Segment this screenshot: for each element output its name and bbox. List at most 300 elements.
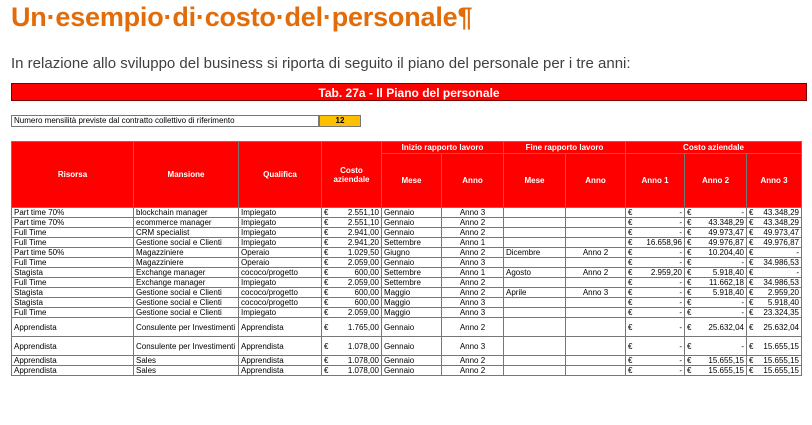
- cell-inizio-anno[interactable]: Anno 2: [442, 278, 504, 288]
- amount: 5.918,40: [712, 268, 744, 277]
- cell-qualifica[interactable]: cococo/progetto: [239, 268, 322, 278]
- amount: 2.959,20: [767, 288, 799, 297]
- cell-inizio-mese[interactable]: Gennaio: [382, 228, 442, 238]
- months-label: Numero mensilità previste dal contratto collettivo di riferimento: [11, 115, 319, 127]
- cell-inizio-mese[interactable]: Gennaio: [382, 208, 442, 218]
- cell-inizio-mese[interactable]: Settembre: [382, 278, 442, 288]
- cell-anno-1[interactable]: [626, 337, 685, 356]
- cell-fine-anno[interactable]: [566, 208, 626, 218]
- amount: 34.986,53: [763, 258, 799, 267]
- table-row: [12, 278, 802, 288]
- cell-inizio-anno[interactable]: Anno 2: [442, 228, 504, 238]
- cell-fine-anno[interactable]: [566, 366, 626, 376]
- amount: -: [679, 298, 682, 307]
- cell-inizio-anno[interactable]: Anno 2: [442, 356, 504, 366]
- cell-qualifica[interactable]: Apprendista: [239, 337, 322, 356]
- amount: 2.551,10: [347, 208, 379, 217]
- cell-anno-1[interactable]: [626, 208, 685, 218]
- amount: 1.029,50: [347, 248, 379, 257]
- amount: 15.655,15: [763, 341, 799, 351]
- cell-inizio-mese[interactable]: Gennaio: [382, 337, 442, 356]
- amount: -: [741, 208, 744, 217]
- amount: 1.078,00: [347, 366, 379, 375]
- cell-anno-1[interactable]: [626, 278, 685, 288]
- cell-mansione[interactable]: Gestione social e Clienti: [134, 308, 239, 318]
- cell-costo-aziendale[interactable]: [322, 356, 382, 366]
- cell-costo-aziendale[interactable]: [322, 278, 382, 288]
- currency-symbol: €: [628, 278, 633, 287]
- cell-anno-2[interactable]: [685, 218, 747, 228]
- cell-anno-1[interactable]: [626, 366, 685, 376]
- cell-inizio-anno[interactable]: Anno 3: [442, 337, 504, 356]
- cell-qualifica[interactable]: Apprendista: [239, 318, 322, 337]
- cell-risorsa[interactable]: Full Time: [12, 278, 134, 288]
- cell-mansione[interactable]: Sales: [134, 356, 239, 366]
- cell-costo-aziendale[interactable]: [322, 258, 382, 268]
- amount: 23.324,35: [763, 308, 799, 317]
- cell-risorsa[interactable]: Full Time: [12, 238, 134, 248]
- amount: 1.078,00: [347, 341, 379, 351]
- table-title: Tab. 27a - Il Piano del personale: [11, 83, 807, 101]
- cell-risorsa[interactable]: Stagista: [12, 288, 134, 298]
- cell-costo-aziendale[interactable]: [322, 268, 382, 278]
- cell-inizio-anno[interactable]: Anno 2: [442, 248, 504, 258]
- cell-mansione[interactable]: Exchange manager: [134, 268, 239, 278]
- header-anno-1: Anno 1: [626, 154, 685, 208]
- amount: 2.551,10: [347, 218, 379, 227]
- cell-fine-anno[interactable]: [566, 228, 626, 238]
- cell-qualifica[interactable]: Impiegato: [239, 208, 322, 218]
- amount: 2.059,00: [347, 308, 379, 317]
- cell-costo-aziendale[interactable]: [322, 228, 382, 238]
- cell-fine-mese[interactable]: [504, 318, 566, 337]
- cell-qualifica[interactable]: Operaio: [239, 248, 322, 258]
- table-row: [12, 298, 802, 308]
- amount: 2.059,00: [347, 278, 379, 287]
- cell-anno-1[interactable]: [626, 268, 685, 278]
- cell-risorsa[interactable]: Full Time: [12, 308, 134, 318]
- cell-anno-3[interactable]: [747, 258, 802, 268]
- cell-inizio-mese[interactable]: Maggio: [382, 288, 442, 298]
- cell-fine-mese[interactable]: [504, 278, 566, 288]
- cell-inizio-anno[interactable]: Anno 1: [442, 238, 504, 248]
- cell-mansione[interactable]: Magazziniere: [134, 248, 239, 258]
- cell-mansione[interactable]: blockchain manager: [134, 208, 239, 218]
- currency-symbol: €: [628, 341, 633, 351]
- table-body: [12, 208, 802, 376]
- cell-costo-aziendale[interactable]: [322, 318, 382, 337]
- cell-fine-anno[interactable]: [566, 218, 626, 228]
- currency-symbol: €: [628, 228, 633, 237]
- cell-fine-anno[interactable]: [566, 258, 626, 268]
- cell-anno-2[interactable]: [685, 268, 747, 278]
- cell-inizio-anno[interactable]: Anno 2: [442, 318, 504, 337]
- currency-symbol: €: [749, 208, 754, 217]
- cell-inizio-mese[interactable]: Maggio: [382, 308, 442, 318]
- cell-risorsa[interactable]: Full Time: [12, 258, 134, 268]
- page-title: Un·esempio·di·costo·del·personale¶: [11, 2, 473, 32]
- cell-inizio-mese[interactable]: Settembre: [382, 268, 442, 278]
- cell-anno-1[interactable]: [626, 298, 685, 308]
- currency-symbol: €: [687, 238, 692, 247]
- amount: 2.941,20: [347, 238, 379, 247]
- cell-anno-1[interactable]: [626, 258, 685, 268]
- cell-anno-3[interactable]: [747, 268, 802, 278]
- amount: 1.078,00: [347, 356, 379, 365]
- cell-mansione[interactable]: Gestione social e Clienti: [134, 288, 239, 298]
- cell-fine-anno[interactable]: [566, 278, 626, 288]
- currency-symbol: €: [687, 322, 692, 332]
- cell-fine-mese[interactable]: [504, 308, 566, 318]
- amount: 43.348,29: [763, 218, 799, 227]
- currency-symbol: €: [687, 248, 692, 257]
- cell-inizio-mese[interactable]: Gennaio: [382, 356, 442, 366]
- cell-risorsa[interactable]: Stagista: [12, 298, 134, 308]
- cell-anno-3[interactable]: [747, 356, 802, 366]
- amount: 2.941,00: [347, 228, 379, 237]
- cell-anno-3[interactable]: [747, 218, 802, 228]
- currency-symbol: €: [749, 366, 754, 375]
- table-row: [12, 308, 802, 318]
- cell-fine-anno[interactable]: Anno 2: [566, 248, 626, 258]
- cell-fine-mese[interactable]: [504, 366, 566, 376]
- cell-mansione[interactable]: Sales: [134, 366, 239, 376]
- amount: -: [679, 308, 682, 317]
- cell-anno-3[interactable]: [747, 278, 802, 288]
- cell-anno-3[interactable]: [747, 298, 802, 308]
- cell-costo-aziendale[interactable]: [322, 288, 382, 298]
- cell-anno-2[interactable]: [685, 366, 747, 376]
- amount: -: [679, 366, 682, 375]
- cell-risorsa[interactable]: Apprendista: [12, 318, 134, 337]
- cell-fine-mese[interactable]: [504, 208, 566, 218]
- cell-anno-3[interactable]: [747, 288, 802, 298]
- months-value-cell[interactable]: 12: [319, 115, 361, 127]
- cell-anno-3[interactable]: [747, 308, 802, 318]
- amount: 15.655,15: [763, 356, 799, 365]
- amount: -: [796, 248, 799, 257]
- cell-fine-mese[interactable]: [504, 298, 566, 308]
- cell-qualifica[interactable]: cococo/progetto: [239, 298, 322, 308]
- personnel-table: [11, 141, 802, 376]
- cell-anno-1[interactable]: [626, 248, 685, 258]
- currency-symbol: €: [749, 258, 754, 267]
- currency-symbol: €: [324, 208, 329, 217]
- currency-symbol: €: [628, 268, 633, 277]
- cell-risorsa[interactable]: Part time 50%: [12, 248, 134, 258]
- cell-inizio-mese[interactable]: Settembre: [382, 238, 442, 248]
- cell-risorsa[interactable]: Stagista: [12, 268, 134, 278]
- amount: -: [679, 341, 682, 351]
- cell-inizio-anno[interactable]: Anno 2: [442, 218, 504, 228]
- amount: 16.658,96: [646, 238, 682, 247]
- cell-anno-2[interactable]: [685, 228, 747, 238]
- header-fine-anno: Anno: [566, 154, 626, 208]
- cell-inizio-mese[interactable]: Giugno: [382, 248, 442, 258]
- cell-fine-mese[interactable]: Dicembre: [504, 248, 566, 258]
- cell-fine-mese[interactable]: Agosto: [504, 268, 566, 278]
- amount: 25.632,04: [763, 322, 799, 332]
- cell-mansione[interactable]: Consulente per Investimenti: [134, 337, 239, 356]
- currency-symbol: €: [749, 238, 754, 247]
- cell-mansione[interactable]: Exchange manager: [134, 278, 239, 288]
- cell-inizio-anno[interactable]: Anno 2: [442, 288, 504, 298]
- cell-fine-mese[interactable]: [504, 258, 566, 268]
- currency-symbol: €: [324, 356, 329, 365]
- cell-inizio-anno[interactable]: Anno 1: [442, 268, 504, 278]
- currency-symbol: €: [628, 322, 633, 332]
- amount: 49.973,47: [763, 228, 799, 237]
- header-risorsa: Risorsa: [12, 142, 134, 208]
- table-row: [12, 258, 802, 268]
- header-inizio-rapporto: Inizio rapporto lavoro: [382, 142, 504, 154]
- currency-symbol: €: [324, 248, 329, 257]
- table-row: [12, 268, 802, 278]
- cell-anno-3[interactable]: [747, 208, 802, 218]
- currency-symbol: €: [687, 288, 692, 297]
- currency-symbol: €: [749, 308, 754, 317]
- cell-anno-3[interactable]: [747, 337, 802, 356]
- cell-risorsa[interactable]: Apprendista: [12, 337, 134, 356]
- cell-qualifica[interactable]: Impiegato: [239, 228, 322, 238]
- currency-symbol: €: [628, 218, 633, 227]
- currency-symbol: €: [687, 218, 692, 227]
- header-qualifica: Qualifica: [239, 142, 322, 208]
- currency-symbol: €: [628, 356, 633, 365]
- amount: -: [741, 341, 744, 351]
- table-row: [12, 318, 802, 337]
- amount: 600,00: [354, 288, 379, 297]
- currency-symbol: €: [628, 308, 633, 317]
- cell-anno-2[interactable]: [685, 356, 747, 366]
- amount: 600,00: [354, 298, 379, 307]
- amount: -: [679, 248, 682, 257]
- cell-mansione[interactable]: Magazziniere: [134, 258, 239, 268]
- cell-fine-anno[interactable]: [566, 238, 626, 248]
- cell-qualifica[interactable]: Impiegato: [239, 218, 322, 228]
- cell-anno-3[interactable]: [747, 318, 802, 337]
- header-inizio-mese: Mese: [382, 154, 442, 208]
- amount: 10.204,40: [708, 248, 744, 257]
- currency-symbol: €: [749, 218, 754, 227]
- cell-fine-mese[interactable]: [504, 238, 566, 248]
- cell-costo-aziendale[interactable]: [322, 248, 382, 258]
- currency-symbol: €: [628, 238, 633, 247]
- cell-inizio-mese[interactable]: Gennaio: [382, 366, 442, 376]
- cell-anno-1[interactable]: [626, 238, 685, 248]
- table-row: [12, 288, 802, 298]
- cell-mansione[interactable]: Gestione social e Clienti: [134, 238, 239, 248]
- currency-symbol: €: [324, 228, 329, 237]
- cell-inizio-anno[interactable]: Anno 3: [442, 298, 504, 308]
- cell-inizio-anno[interactable]: Anno 2: [442, 366, 504, 376]
- cell-inizio-mese[interactable]: Gennaio: [382, 218, 442, 228]
- cell-anno-3[interactable]: [747, 248, 802, 258]
- cell-inizio-anno[interactable]: Anno 3: [442, 308, 504, 318]
- cell-qualifica[interactable]: Impiegato: [239, 238, 322, 248]
- header-fine-mese: Mese: [504, 154, 566, 208]
- table-row: [12, 356, 802, 366]
- amount: -: [741, 308, 744, 317]
- currency-symbol: €: [687, 366, 692, 375]
- cell-fine-anno[interactable]: [566, 356, 626, 366]
- amount: 25.632,04: [708, 322, 744, 332]
- cell-fine-mese[interactable]: [504, 228, 566, 238]
- currency-symbol: €: [687, 228, 692, 237]
- cell-qualifica[interactable]: Apprendista: [239, 366, 322, 376]
- cell-fine-anno[interactable]: [566, 337, 626, 356]
- cell-fine-mese[interactable]: [504, 218, 566, 228]
- cell-anno-3[interactable]: [747, 228, 802, 238]
- cell-fine-anno[interactable]: Anno 2: [566, 268, 626, 278]
- cell-risorsa[interactable]: Part time 70%: [12, 218, 134, 228]
- cell-qualifica[interactable]: Impiegato: [239, 308, 322, 318]
- cell-fine-anno[interactable]: Anno 3: [566, 288, 626, 298]
- cell-anno-1[interactable]: [626, 228, 685, 238]
- cell-anno-2[interactable]: [685, 298, 747, 308]
- amount: 5.918,40: [712, 288, 744, 297]
- cell-anno-2[interactable]: [685, 258, 747, 268]
- cell-anno-2[interactable]: [685, 238, 747, 248]
- amount: 2.959,20: [650, 268, 682, 277]
- cell-fine-anno[interactable]: [566, 318, 626, 337]
- amount: 49.976,87: [708, 238, 744, 247]
- header-costo-group: Costo aziendale: [626, 142, 802, 154]
- cell-anno-1[interactable]: [626, 218, 685, 228]
- intro-paragraph: In relazione allo sviluppo del business si riporta di seguito il piano del personale per i tre anni:: [11, 55, 631, 72]
- header-anno-2: Anno 2: [685, 154, 747, 208]
- cell-mansione[interactable]: Gestione social e Clienti: [134, 298, 239, 308]
- table-row: [12, 366, 802, 376]
- cell-costo-aziendale[interactable]: [322, 238, 382, 248]
- cell-anno-2[interactable]: [685, 337, 747, 356]
- amount: 49.976,87: [763, 238, 799, 247]
- amount: -: [679, 228, 682, 237]
- table-row: [12, 238, 802, 248]
- amount: -: [679, 356, 682, 365]
- currency-symbol: €: [749, 278, 754, 287]
- amount: 15.655,15: [708, 366, 744, 375]
- cell-fine-mese[interactable]: [504, 337, 566, 356]
- amount: 43.348,29: [708, 218, 744, 227]
- currency-symbol: €: [324, 278, 329, 287]
- currency-symbol: €: [687, 341, 692, 351]
- cell-qualifica[interactable]: Operaio: [239, 258, 322, 268]
- currency-symbol: €: [749, 356, 754, 365]
- amount: 43.348,29: [763, 208, 799, 217]
- currency-symbol: €: [749, 248, 754, 257]
- amount: 2.059,00: [347, 258, 379, 267]
- table-row: [12, 208, 802, 218]
- currency-symbol: €: [749, 298, 754, 307]
- cell-fine-mese[interactable]: [504, 356, 566, 366]
- amount: -: [679, 278, 682, 287]
- cell-mansione[interactable]: ecommerce manager: [134, 218, 239, 228]
- currency-symbol: €: [324, 322, 329, 332]
- header-fine-rapporto: Fine rapporto lavoro: [504, 142, 626, 154]
- cell-costo-aziendale[interactable]: [322, 218, 382, 228]
- cell-anno-3[interactable]: [747, 238, 802, 248]
- currency-symbol: €: [687, 278, 692, 287]
- cell-risorsa[interactable]: Part time 70%: [12, 208, 134, 218]
- currency-symbol: €: [687, 356, 692, 365]
- amount: -: [679, 322, 682, 332]
- cell-qualifica[interactable]: Apprendista: [239, 356, 322, 366]
- cell-costo-aziendale[interactable]: [322, 298, 382, 308]
- cell-inizio-mese[interactable]: Gennaio: [382, 318, 442, 337]
- amount: 1.765,00: [347, 322, 379, 332]
- cell-anno-2[interactable]: [685, 208, 747, 218]
- cell-fine-anno[interactable]: [566, 308, 626, 318]
- cell-anno-1[interactable]: [626, 356, 685, 366]
- cell-mansione[interactable]: CRM specialist: [134, 228, 239, 238]
- currency-symbol: €: [687, 308, 692, 317]
- cell-mansione[interactable]: Consulente per Investimenti: [134, 318, 239, 337]
- cell-fine-mese[interactable]: Aprile: [504, 288, 566, 298]
- header-mansione: Mansione: [134, 142, 239, 208]
- cell-costo-aziendale[interactable]: [322, 208, 382, 218]
- amount: 49.973,47: [708, 228, 744, 237]
- cell-inizio-anno[interactable]: Anno 3: [442, 208, 504, 218]
- cell-risorsa[interactable]: Apprendista: [12, 366, 134, 376]
- cell-anno-2[interactable]: [685, 248, 747, 258]
- cell-anno-2[interactable]: [685, 318, 747, 337]
- cell-anno-2[interactable]: [685, 288, 747, 298]
- cell-costo-aziendale[interactable]: [322, 337, 382, 356]
- cell-anno-2[interactable]: [685, 278, 747, 288]
- currency-symbol: €: [324, 238, 329, 247]
- amount: -: [679, 208, 682, 217]
- currency-symbol: €: [628, 288, 633, 297]
- currency-symbol: €: [687, 258, 692, 267]
- cell-inizio-mese[interactable]: Maggio: [382, 298, 442, 308]
- table-row: [12, 337, 802, 356]
- currency-symbol: €: [324, 298, 329, 307]
- currency-symbol: €: [324, 258, 329, 267]
- cell-risorsa[interactable]: Full Time: [12, 228, 134, 238]
- currency-symbol: €: [628, 248, 633, 257]
- cell-anno-2[interactable]: [685, 308, 747, 318]
- amount: -: [741, 298, 744, 307]
- amount: -: [741, 258, 744, 267]
- currency-symbol: €: [749, 288, 754, 297]
- header-costo-aziendale: Costo aziendale: [322, 142, 382, 208]
- amount: 15.655,15: [708, 356, 744, 365]
- cell-costo-aziendale[interactable]: [322, 308, 382, 318]
- table-row: [12, 218, 802, 228]
- cell-qualifica[interactable]: cococo/progetto: [239, 288, 322, 298]
- cell-anno-1[interactable]: [626, 308, 685, 318]
- cell-anno-1[interactable]: [626, 318, 685, 337]
- cell-anno-3[interactable]: [747, 366, 802, 376]
- cell-inizio-mese[interactable]: Gennaio: [382, 258, 442, 268]
- currency-symbol: €: [628, 258, 633, 267]
- cell-qualifica[interactable]: Impiegato: [239, 278, 322, 288]
- cell-costo-aziendale[interactable]: [322, 366, 382, 376]
- currency-symbol: €: [324, 341, 329, 351]
- currency-symbol: €: [324, 218, 329, 227]
- cell-risorsa[interactable]: Apprendista: [12, 356, 134, 366]
- currency-symbol: €: [749, 268, 754, 277]
- months-row: [11, 115, 381, 127]
- amount: 15.655,15: [763, 366, 799, 375]
- currency-symbol: €: [628, 298, 633, 307]
- cell-fine-anno[interactable]: [566, 298, 626, 308]
- cell-anno-1[interactable]: [626, 288, 685, 298]
- cell-inizio-anno[interactable]: Anno 3: [442, 258, 504, 268]
- amount: 11.662,18: [709, 278, 744, 287]
- currency-symbol: €: [749, 322, 754, 332]
